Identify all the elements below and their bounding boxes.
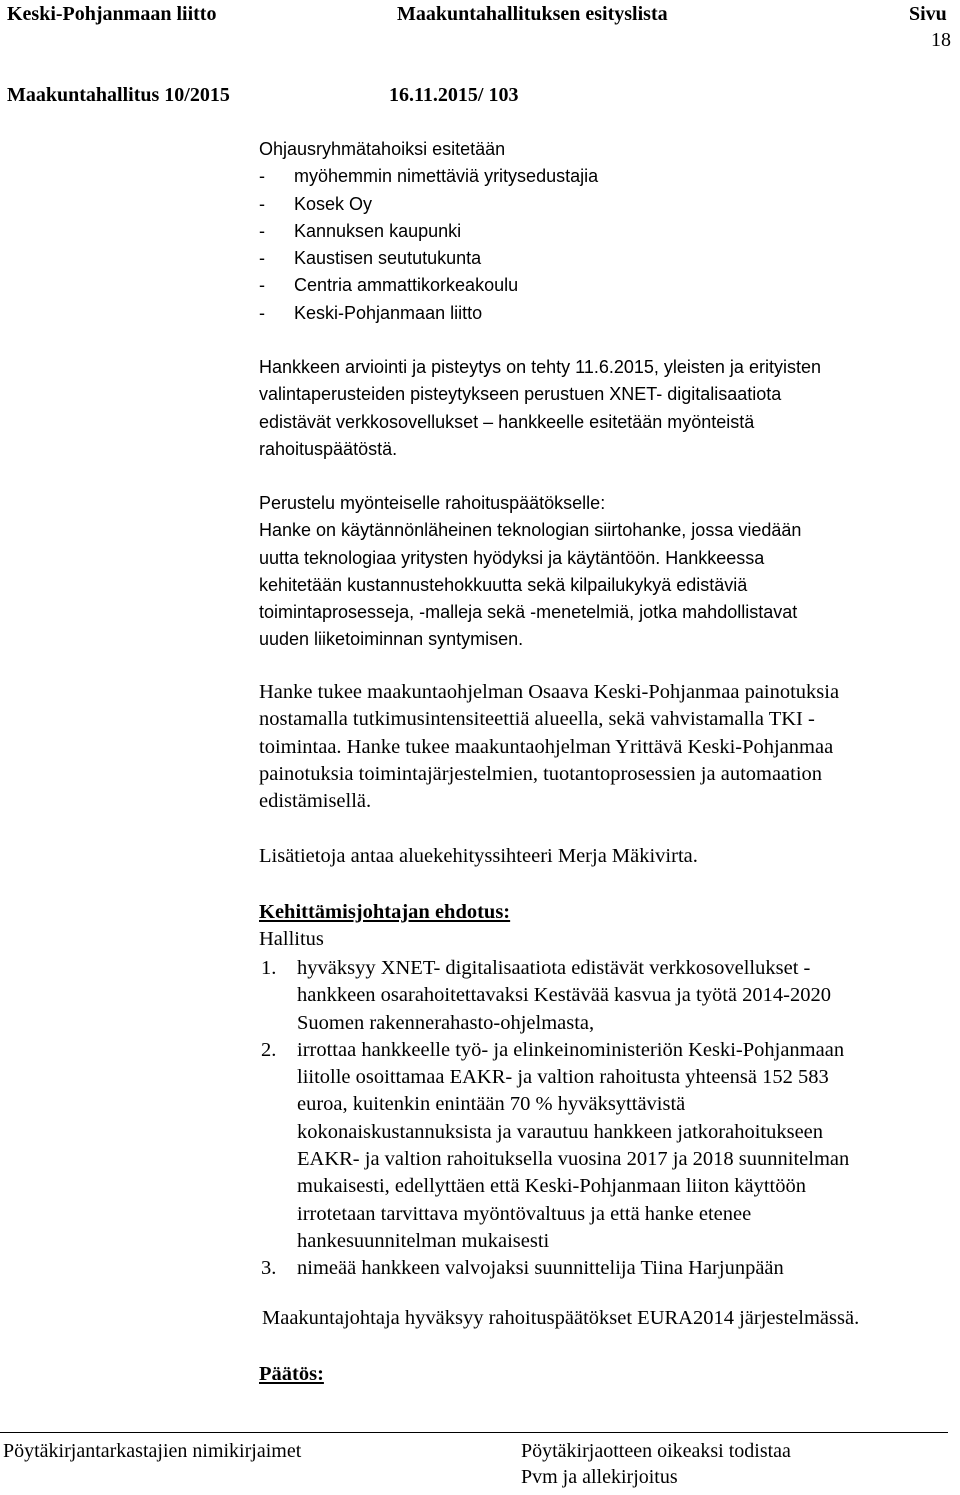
steering-intro: Ohjausryhmätahoiksi esitetään [259,139,506,159]
item-line: euroa, kuitenkin enintään 70 % hyväksyttävistä [297,1093,686,1116]
item-line: hyväksyy XNET- digitalisaatiota edistävät verkkosovellukset - [297,957,811,979]
steering-item: Kannuksen kaupunki [294,220,462,241]
list-item [259,300,949,327]
item-line: kokonaiskustannuksista ja varautuu hankkeen jatkorahoitukseen [297,1120,824,1143]
list-item [259,163,949,190]
item-number: 3. [261,1257,277,1280]
item-line: hankesuunnitelman mukaisesti [297,1229,550,1252]
header-document-title: Maakuntahallituksen esityslista [397,3,668,25]
footer-divider [0,1432,948,1433]
item-line: liitolle osoittamaa EAKR- ja valtion rahoitusta yhteensä 152 583 [297,1066,829,1089]
header-organization: Keski-Pohjanmaan liitto [7,3,217,25]
reasoning-line: Perustelu myönteiselle rahoituspäätökselle: [259,493,606,513]
steering-item: Kosek Oy [294,193,373,214]
evaluation-line: rahoituspäätöstä. [259,438,398,459]
reasoning-line: uuden liiketoiminnan syntymisen. [259,629,524,650]
item-line: nimeää hankkeen valvojaksi suunnittelija Tiina Harjunpään [297,1257,784,1280]
item-line: EAKR- ja valtion rahoituksella vuosina 2017 ja 2018 suunnitelman [297,1148,850,1171]
proposal-heading: Kehittämisjohtajan ehdotus: [259,901,511,923]
support-line: Hanke tukee maakuntaohjelman Osaava Keski-Pohjanmaa painotuksia [259,681,840,703]
item-number: 2. [261,1038,277,1061]
list-item [261,955,951,1037]
reasoning-line: kehitetään kustannustehokkuutta sekä kilpailukykyä edistäviä [259,574,748,595]
steering-item: Keski-Pohjanmaan liitto [294,302,483,323]
support-paragraph [259,679,949,815]
item-line: irrottaa hankkeelle työ- ja elinkeinoministeriön Keski-Pohjanmaan [297,1038,845,1061]
support-line: toimintaa. Hanke tukee maakuntaohjelman Yrittävä Keski-Pohjanmaa [259,735,834,758]
dash-bullet: - [259,193,265,214]
footer-right-signature: Pvm ja allekirjoitus [521,1466,678,1488]
support-line: edistämisellä. [259,790,372,813]
dash-bullet: - [259,248,265,269]
header-page-number: 18 [931,29,951,51]
evaluation-line: edistävät verkkosovellukset – hankkeelle esitetään myönteistä [259,411,755,432]
reasoning-line: Hanke on käytännönläheinen teknologian siirtohanke, jossa viedään [259,520,802,541]
steering-group-section [259,136,949,327]
footer-right-certify: Pöytäkirjaotteen oikeaksi todistaa [521,1440,791,1462]
item-line: irrotetaan tarvittava myöntövaltuus ja että hanke etenee [297,1202,752,1225]
support-line: painotuksia toimintajärjestelmien, tuotantoprosessien ja automaation [259,762,823,785]
dash-bullet: - [259,220,265,241]
header-date-section: 16.11.2015/ 103 [389,84,519,106]
proposal-list [261,955,951,1283]
steering-item: Kaustisen seututukunta [294,248,482,269]
item-line: Suomen rakennerahasto-ohjelmasta, [297,1011,595,1034]
list-item [259,218,949,245]
item-line: hankkeen osarahoitettavaksi Kestävää kasvua ja työtä 2014-2020 [297,984,831,1007]
dash-bullet: - [259,166,265,187]
item-number: 1. [261,957,277,979]
evaluation-line: Hankkeen arviointi ja pisteytys on tehty 11.6.2015, yleisten ja erityisten [259,357,821,377]
steering-item: myöhemmin nimettäviä yritysedustajia [294,166,599,187]
support-line: nostamalla tutkimusintensiteettiä alueella, sekä vahvistamalla TKI - [259,708,815,731]
contact-info: Lisätietoja antaa aluekehityssihteeri Merja Mäkivirta. [259,845,698,867]
list-item [259,272,949,299]
dash-bullet: - [259,302,265,323]
header-meeting: Maakuntahallitus 10/2015 [7,84,230,106]
reasoning-line: toimintaprosesseja, -malleja sekä -menetelmiä, jotka mahdollistavat [259,602,798,623]
reasoning-line: uutta teknologiaa yritysten hyödyksi ja käytäntöön. Hankkeessa [259,547,765,568]
decision-heading: Päätös: [259,1363,324,1385]
approval-note: Maakuntajohtaja hyväksyy rahoituspäätökset EURA2014 järjestelmässä. [262,1307,860,1329]
header-page-label: Sivu [909,3,947,25]
list-item [259,245,949,272]
reasoning-paragraph [259,490,949,654]
list-item [261,1255,951,1282]
item-line: mukaisesti, edellyttäen että Keski-Pohjanmaan liiton käyttöön [297,1175,806,1198]
evaluation-line: valintaperusteiden pisteytykseen perustuen XNET- digitalisaatiota [259,384,782,405]
proposal-board: Hallitus [259,928,324,950]
list-item [259,191,949,218]
footer-left: Pöytäkirjantarkastajien nimikirjaimet [3,1440,302,1462]
dash-bullet: - [259,275,265,296]
evaluation-paragraph [259,354,949,463]
list-item [261,1037,951,1255]
steering-item: Centria ammattikorkeakoulu [294,275,519,296]
